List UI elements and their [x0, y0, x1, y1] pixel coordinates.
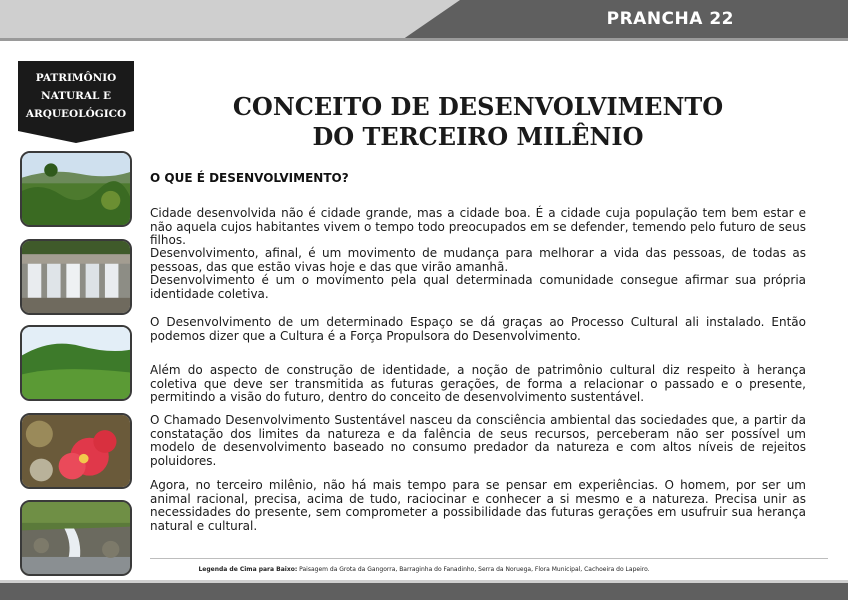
- section-arrow: [18, 131, 134, 143]
- photo-barraginha-do-fanadinho: [20, 239, 132, 315]
- page-title: [150, 92, 806, 152]
- header-rule: [0, 38, 848, 41]
- paragraph-2: Desenvolvimento, afinal, é um movimento de mudança para melhorar a vida das pessoas, de todas as pessoas, das que estão vivas hoje e das que virão amanhã.: [150, 246, 806, 274]
- prancha-label: PRANCHA 22: [606, 9, 734, 29]
- paragraph-4: O Desenvolvimento de um determinado Espaço se dá graças ao Processo Cultural ali instalado. Então podemos dizer que a Cultura é a Força Propulsora do Desenvolvimento.: [150, 315, 806, 343]
- photo-flora-municipal: [20, 413, 132, 489]
- section-label-line-2: NATURAL E: [40, 90, 112, 102]
- section-label-box: [18, 61, 134, 131]
- photo-serra-da-noruega: [20, 325, 132, 401]
- page-title-line-2: DO TERCEIRO MILÊNIO: [312, 122, 644, 151]
- header-light-band: [0, 0, 460, 38]
- paragraph-6: O Chamado Desenvolvimento Sustentável nasceu da consciência ambiental das sociedades que, a partir da constatação dos limites da natureza e da falência de seus recursos, perceberam não ser possível um modelo de desenvolvimento baseado no consumo predador da natureza e com altos níveis de rejeitos poluidores.: [150, 413, 806, 468]
- photo-grota-da-gangorra: [20, 151, 132, 227]
- section-label-line-3: ARQUEOLÓGICO: [25, 108, 127, 120]
- photo-caption: [0, 566, 848, 573]
- photo-caption-text: Paisagem da Grota da Gangorra, Barraginha do Fanadinho, Serra da Noruega, Flora Municipal, Cachoeira do Lapeiro.: [299, 566, 650, 573]
- page-title-line-1: CONCEITO DE DESENVOLVIMENTO: [232, 92, 724, 121]
- photo-caption-label: Legenda de Cima para Baixo:: [198, 566, 298, 573]
- section-subtitle: O QUE É DESENVOLVIMENTO?: [150, 171, 349, 185]
- footer-rule: [150, 558, 828, 559]
- paragraph-5: Além do aspecto de construção de identidade, a noção de patrimônio cultural diz respeito à herança coletiva que deve ser transmitida as futuras gerações, de forma a relacionar o passado e o presente, permitindo a visão do futuro, dentro do conceito de desenvolvimento sustentável.: [150, 363, 806, 405]
- footer-bar: [0, 583, 848, 600]
- paragraph-3: Desenvolvimento é um o movimento pela qual determinada comunidade consegue afirmar sua própria identidade coletiva.: [150, 273, 806, 301]
- paragraph-7: Agora, no terceiro milênio, não há mais tempo para se pensar em experiências. O homem, por ser um animal racional, precisa, acima de tudo, raciocinar e conhecer a si mesmo e a natureza. Precisa unir as necessidades do presente, sem comprometer a possibilidade das futuras gerações em usufruir sua herança natural e cultural.: [150, 478, 806, 533]
- photo-cachoeira-do-lapeiro: [20, 500, 132, 576]
- section-label-line-1: PATRIMÔNIO: [35, 72, 117, 84]
- paragraph-1: Cidade desenvolvida não é cidade grande, mas a cidade boa. É a cidade cuja população tem bem estar e não aquela cujos habitantes vivem o tempo todo preocupados em se defender, temendo pelo futuro de seus filhos.: [150, 206, 806, 248]
